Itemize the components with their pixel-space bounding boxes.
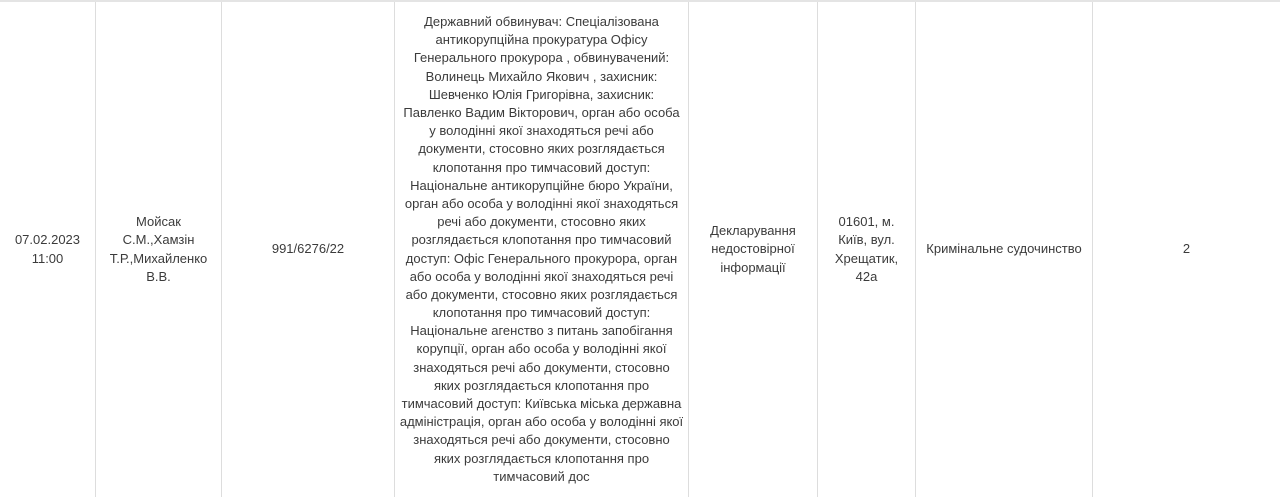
proceeding-type-text: Кримінальне судочинство — [926, 241, 1082, 257]
case-number-text: 991/6276/22 — [271, 241, 345, 257]
cell-judges — [96, 2, 222, 497]
courtroom-number-text: 2 — [1182, 241, 1191, 257]
cell-hearing-datetime — [0, 2, 96, 497]
cell-proceeding-type — [916, 2, 1093, 497]
cell-case-subject — [689, 2, 818, 497]
court-address-text: 01601, м. Київ, вул. Хрещатик, 42а — [834, 214, 899, 284]
cell-courtroom-number — [1093, 2, 1280, 497]
parties-text: Державний обвинувач: Спеціалізована антикорупційна прокуратура Офісу Генерального прокурора , обвинувачений: Волинець Михайло Якович , захисник: Шевченко Юлія Григорівна, захисник: Павленко Вадим Вікторович, орган або особа у володінні якої знаходяться речі або документи, стосовно яких розглядається клопотання про тимчасовий доступ: Національне антикорупційне бюро України, орган або особа у володінні якої знаходяться речі або документи, стосовно яких розглядається клопотання про тимчасовий доступ: Офіс Генерального прокурора, орган або особа у володінні якої знаходяться речі або документи, стосовно яких розглядається клопотання про тимчасовий доступ: Національне агенство з питань запобігання корупції, орган або особа у володінні якої знаходяться речі або документи, стосовно яких розглядається клопотання про тимчасовий доступ: Київська міська державна адміністрація, орган або особа у володінні якої знаходяться речі або документи, стосовно яких розглядається клопотання про тимчасовий дос — [399, 14, 684, 484]
cell-court-address — [818, 2, 916, 497]
case-subject-text: Декларування недостовірної інформації — [710, 223, 796, 275]
cell-case-number — [222, 2, 395, 497]
hearing-datetime-text: 07.02.2023 11:00 — [14, 232, 81, 266]
cell-parties — [395, 2, 689, 497]
judges-text: Мойсак С.М.,Хамзін Т.Р.,Михайленко В.В. — [109, 214, 208, 284]
